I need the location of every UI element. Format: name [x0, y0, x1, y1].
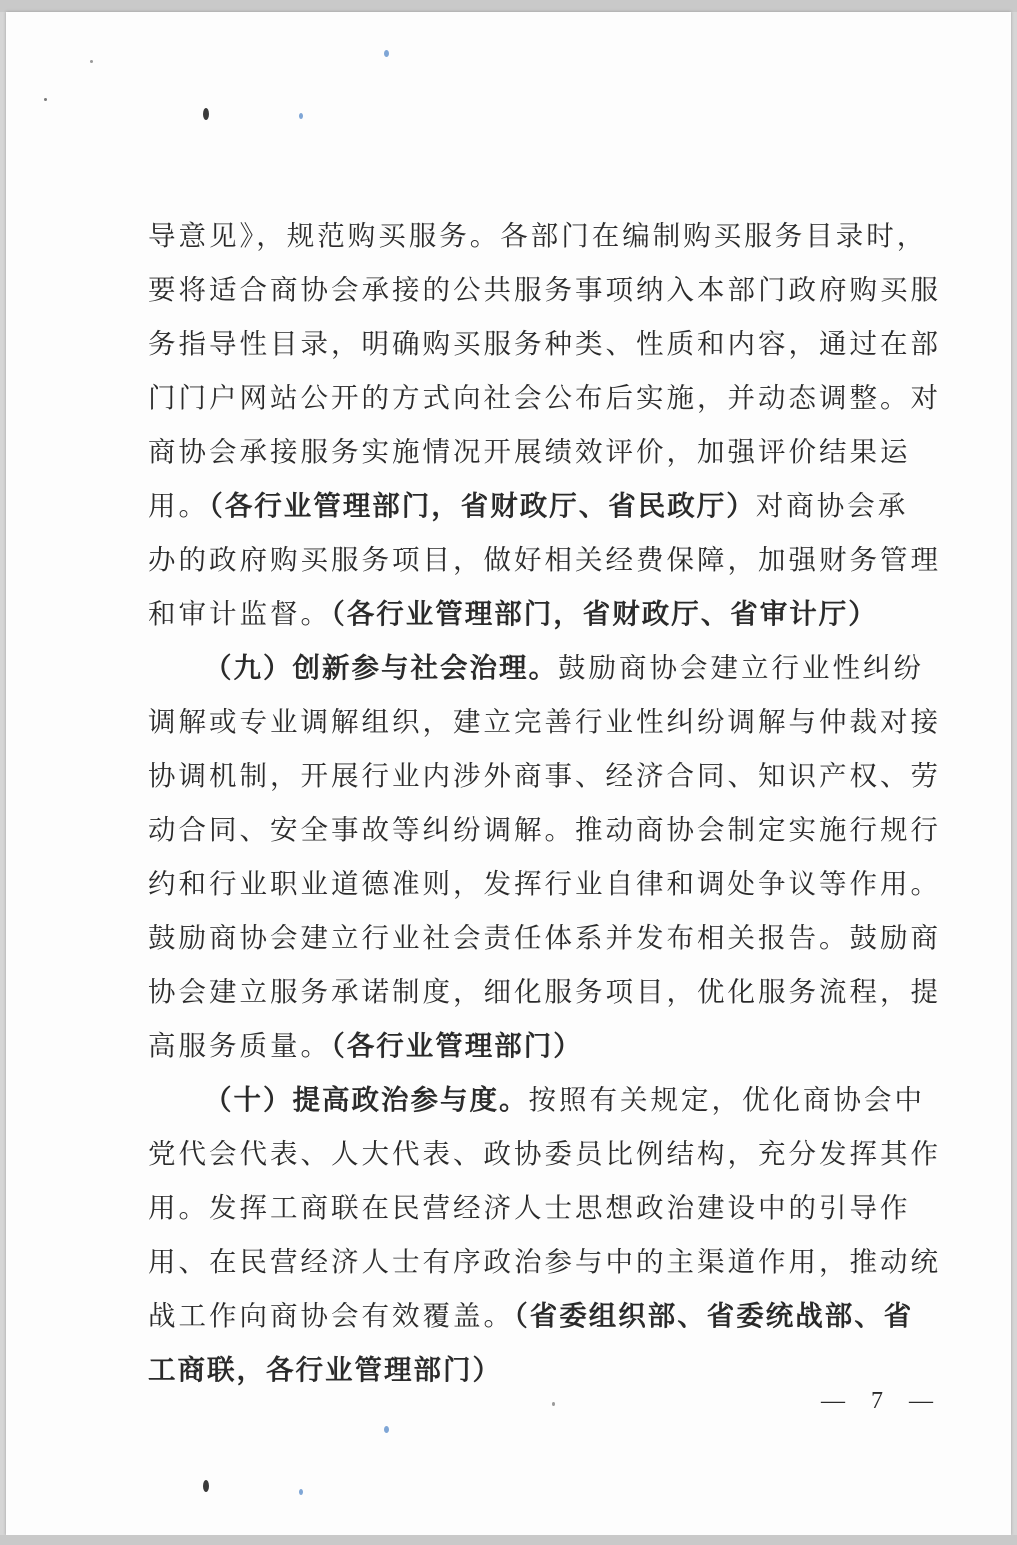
text-line: 党代会代表、人大代表、政协委员比例结构，充分发挥其作 — [148, 1138, 941, 1170]
text-line: 约和行业职业道德准则，发挥行业自律和调处争议等作用。 — [148, 868, 941, 900]
text-line: 务指导性目录，明确购买服务种类、性质和内容，通过在部 — [148, 328, 941, 360]
scan-speck — [90, 60, 93, 63]
document-page — [6, 12, 1011, 1535]
text-line: 用。发挥工商联在民营经济人士思想政治建设中的引导作 — [148, 1192, 911, 1224]
text-line: 动合同、安全事故等纠纷调解。推动商协会制定实施行规行 — [148, 814, 941, 846]
scan-bottom-edge — [0, 1535, 1017, 1545]
scan-speck — [384, 1426, 389, 1433]
scan-speck — [299, 113, 303, 119]
text-line: 鼓励商协会建立行业社会责任体系并发布相关报告。鼓励商 — [148, 922, 941, 954]
scan-speck — [384, 50, 389, 57]
body-text — [148, 209, 958, 1397]
responsible-departments: （各行业管理部门，省财政厅、省审计厅） — [331, 598, 878, 630]
section-heading-line: （十）提高政治参与度。按照有关规定，优化商协会中 — [204, 1084, 925, 1116]
responsible-departments: （各行业管理部门，省财政厅、省民政厅） — [209, 490, 756, 522]
scan-top-edge — [0, 0, 1017, 12]
scan-speck — [203, 108, 209, 120]
section-heading-10: （十）提高政治参与度。 — [204, 1084, 529, 1116]
responsible-departments: （省委组织部、省委统战部、省 — [514, 1300, 914, 1332]
responsible-departments: （各行业管理部门） — [331, 1030, 583, 1062]
scan-speck — [203, 1480, 209, 1492]
scan-speck — [44, 98, 47, 101]
text-line: 战工作向商协会有效覆盖。（省委组织部、省委统战部、省 — [148, 1300, 914, 1332]
scan-speck — [552, 1402, 555, 1406]
text-line: 办的政府购买服务项目，做好相关经费保障，加强财务管理 — [148, 544, 941, 576]
text-line: 用、在民营经济人士有序政治参与中的主渠道作用，推动统 — [148, 1246, 941, 1278]
text-line: 高服务质量。（各行业管理部门） — [148, 1030, 583, 1062]
text-line: 和审计监督。（各行业管理部门，省财政厅、省审计厅） — [148, 598, 878, 630]
text-line: 调解或专业调解组织，建立完善行业性纠纷调解与仲裁对接 — [148, 706, 941, 738]
text-line: 商协会承接服务实施情况开展绩效评价，加强评价结果运 — [148, 436, 911, 468]
text-line: 协调机制，开展行业内涉外商事、经济合同、知识产权、劳 — [148, 760, 941, 792]
text-line: 用。（各行业管理部门，省财政厅、省民政厅）对商协会承 — [148, 490, 909, 522]
section-heading-line: （九）创新参与社会治理。鼓励商协会建立行业性纠纷 — [204, 652, 924, 684]
scan-speck — [299, 1489, 303, 1495]
text-line: 协会建立服务承诺制度，细化服务项目，优化服务流程，提 — [148, 976, 941, 1008]
text-line: 要将适合商协会承接的公共服务事项纳入本部门政府购买服 — [148, 274, 941, 306]
page-number: — 7 — — [821, 1388, 943, 1414]
text-line: 门门户网站公开的方式向社会公布后实施，并动态调整。对 — [148, 382, 941, 414]
section-heading-9: （九）创新参与社会治理。 — [204, 652, 558, 684]
text-line: 导意见》，规范购买服务。各部门在编制购买服务目录时， — [148, 220, 928, 252]
responsible-departments: 工商联，各行业管理部门） — [148, 1354, 502, 1386]
